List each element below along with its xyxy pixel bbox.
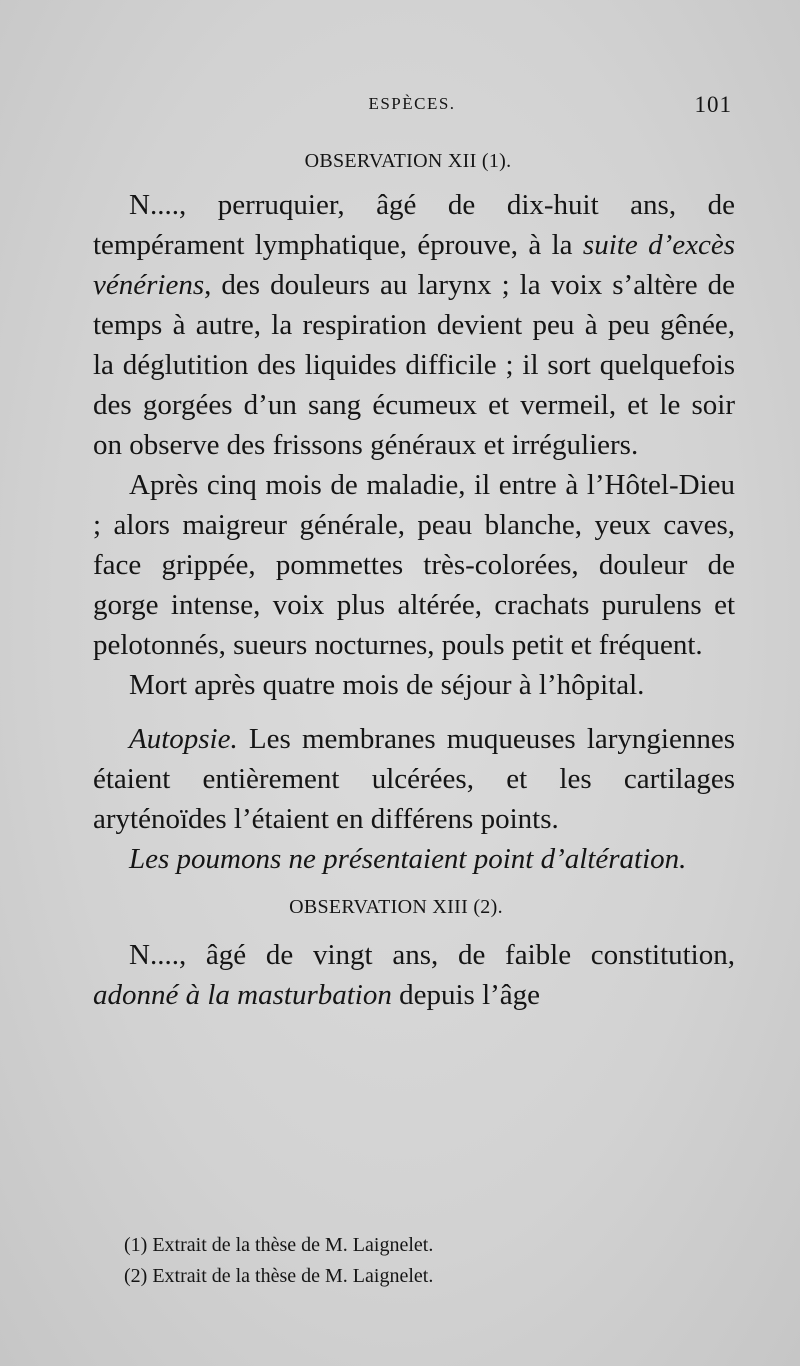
obs12-p1-italic: suite d’excès vénériens (93, 229, 735, 301)
observation-12-paragraph-2: Après cinq mois de maladie, il entre à l’Hôtel-Dieu ; alors maigreur générale, peau blanche, yeux caves, face grippée, pommettes très-colorées, douleur de gorge intense, voix plus altérée, crachats purulens et pelotonnés, sueurs nocturnes, pouls petit et fréquent. (93, 469, 735, 661)
obs13-p1-text-a: N...., âgé de vingt ans, de faible constitution, (129, 939, 735, 971)
observation-12-paragraph-5: Les poumons ne présentaient point d’altération. (129, 843, 687, 875)
observation-12-paragraph-1 (93, 185, 735, 465)
obs12-p1-text-c: , des douleurs au larynx ; la voix s’altère de temps à autre, la respiration devient peu à peu gênée, la déglutition des liquides difficile ; il sort quelquefois des gorgées d’un sang écumeux et vermeil, et le soir on observe des frissons généraux et irréguliers. (93, 269, 735, 461)
obs13-p1-italic: adonné à la masturbation (93, 979, 392, 1011)
observation-12-heading: OBSERVATION XII (1). (304, 150, 512, 172)
body-text (93, 145, 735, 1015)
observation-12-paragraph-3: Mort après quatre mois de séjour à l’hôpital. (129, 669, 645, 701)
footnotes (124, 1230, 433, 1292)
observation-13-heading: OBSERVATION XIII (2). (289, 896, 503, 918)
autopsy-text: Les membranes muqueuses laryngiennes étaient entièrement ulcérées, et les cartilages aryténoïdes l’étaient en différens points. (93, 723, 735, 835)
running-head (0, 92, 800, 122)
running-title: ESPÈCES. (368, 94, 456, 113)
footnote-1: (1) Extrait de la thèse de M. Laignelet. (124, 1234, 434, 1256)
obs13-p1-text-c: depuis l’âge (391, 979, 541, 1011)
footnote-2: (2) Extrait de la thèse de M. Laignelet. (124, 1265, 434, 1287)
obs12-p1-text-a: N...., perruquier, âgé de dix-huit ans, de tempérament lymphatique, éprouve, à la (93, 189, 735, 261)
observation-13-paragraph-1 (93, 935, 735, 1015)
page-number: 101 (694, 92, 732, 117)
observation-12-autopsy (93, 719, 735, 839)
autopsy-label: Autopsie. (129, 723, 238, 755)
